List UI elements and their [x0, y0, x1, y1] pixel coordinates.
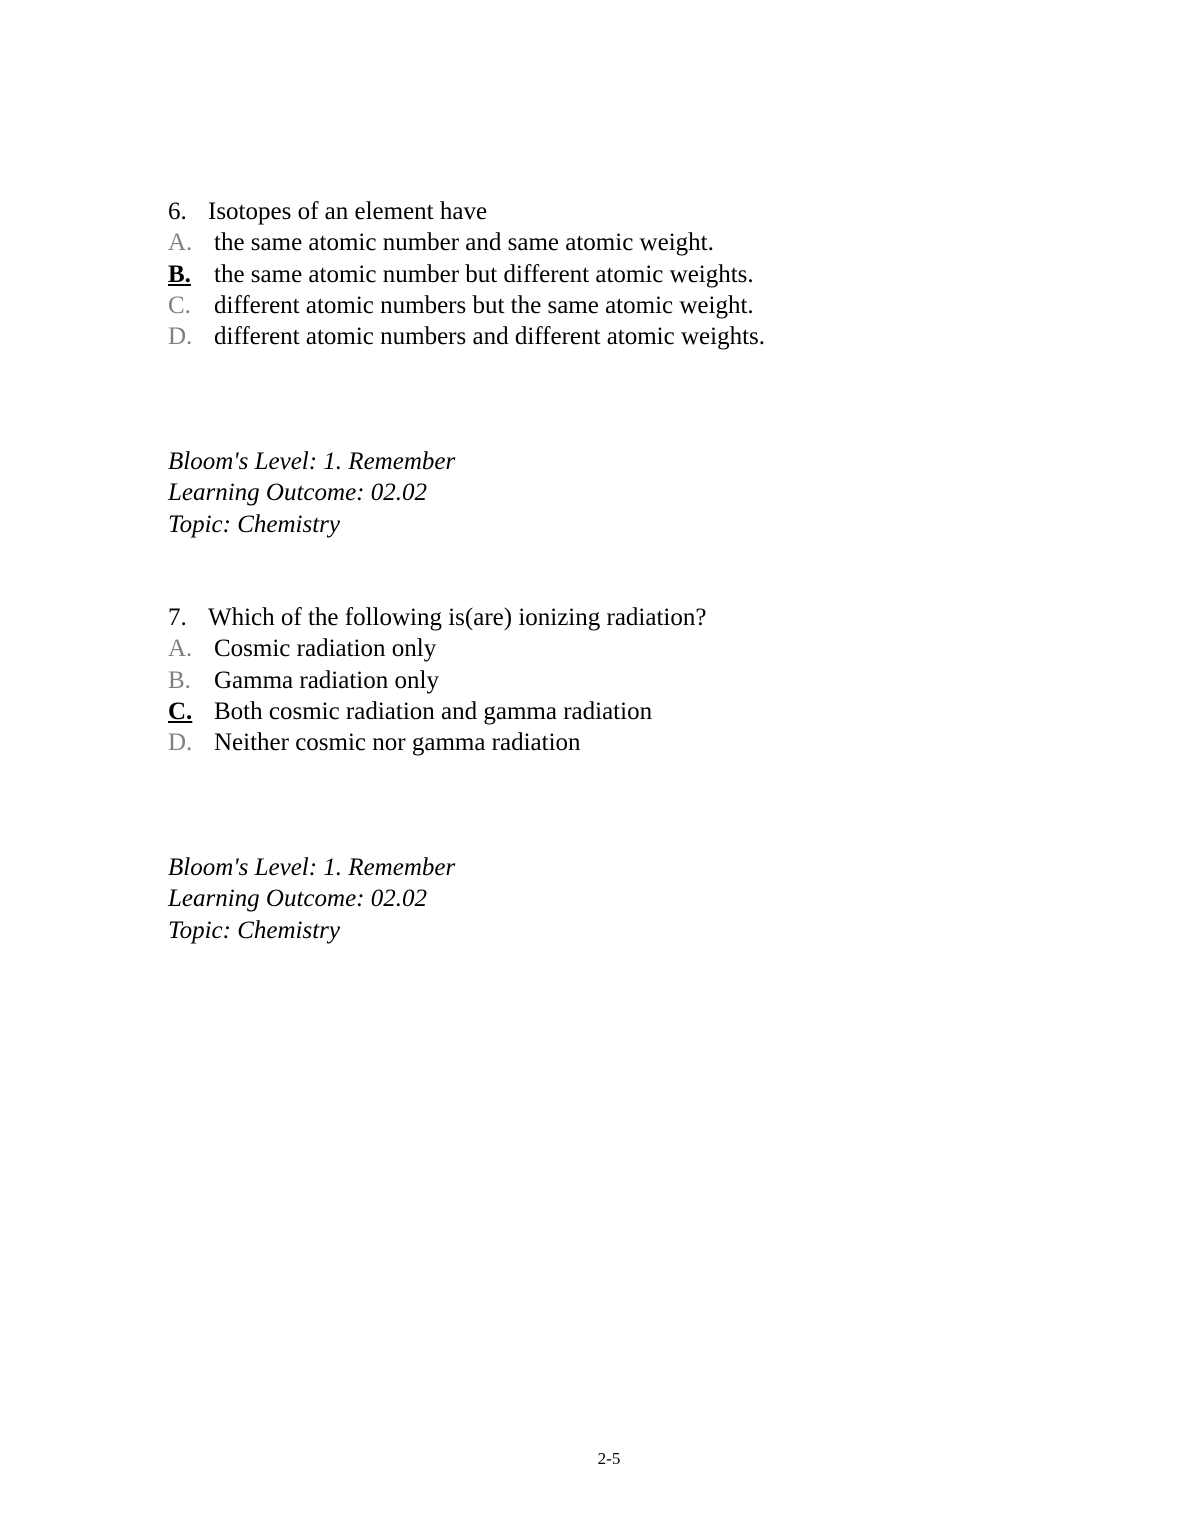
- option-text: Both cosmic radiation and gamma radiation: [214, 697, 653, 725]
- page-number: 2-5: [597, 1449, 621, 1468]
- question-7-metadata: [168, 852, 455, 946]
- option-letter-correct: B.: [168, 260, 191, 288]
- option-text: the same atomic number and same atomic weight.: [214, 229, 714, 257]
- option-letter: C.: [168, 291, 191, 319]
- option-text: Neither cosmic nor gamma radiation: [214, 729, 581, 757]
- question-number: 6.: [168, 198, 187, 225]
- question-7: [168, 602, 1068, 758]
- option-letter: A.: [168, 635, 193, 663]
- option-letter: A.: [168, 229, 193, 257]
- question-6-metadata: [168, 446, 455, 540]
- answer-option-a: [168, 633, 1068, 664]
- question-stem: [168, 602, 1068, 633]
- answer-option-a: [168, 227, 1068, 258]
- blooms-level: Bloom's Level: 1. Remember: [168, 854, 456, 881]
- option-letter: D.: [168, 729, 193, 757]
- learning-outcome: Learning Outcome: 02.02: [168, 885, 427, 913]
- answer-option-c: [168, 696, 1068, 727]
- option-text: Cosmic radiation only: [214, 635, 437, 663]
- option-letter: D.: [168, 323, 193, 351]
- blooms-level: Bloom's Level: 1. Remember: [168, 448, 456, 475]
- answer-option-d: [168, 321, 1068, 352]
- topic: Topic: Chemistry: [168, 916, 340, 944]
- answer-option-c: [168, 290, 1068, 321]
- option-letter-correct: C.: [168, 697, 193, 725]
- option-text: the same atomic number but different atomic weights.: [214, 260, 754, 288]
- answer-option-b: [168, 665, 1068, 696]
- topic: Topic: Chemistry: [168, 510, 340, 538]
- question-number: 7.: [168, 604, 187, 631]
- option-letter: B.: [168, 666, 191, 694]
- question-stem: [168, 196, 1068, 227]
- question-text: Which of the following is(are) ionizing radiation?: [208, 604, 707, 631]
- option-text: different atomic numbers and different atomic weights.: [214, 323, 765, 351]
- question-text: Isotopes of an element have: [208, 198, 488, 225]
- answer-option-b: [168, 259, 1068, 290]
- question-6: [168, 196, 1068, 352]
- option-text: different atomic numbers but the same atomic weight.: [214, 291, 754, 319]
- option-text: Gamma radiation only: [214, 666, 439, 694]
- answer-option-d: [168, 727, 1068, 758]
- learning-outcome: Learning Outcome: 02.02: [168, 479, 427, 507]
